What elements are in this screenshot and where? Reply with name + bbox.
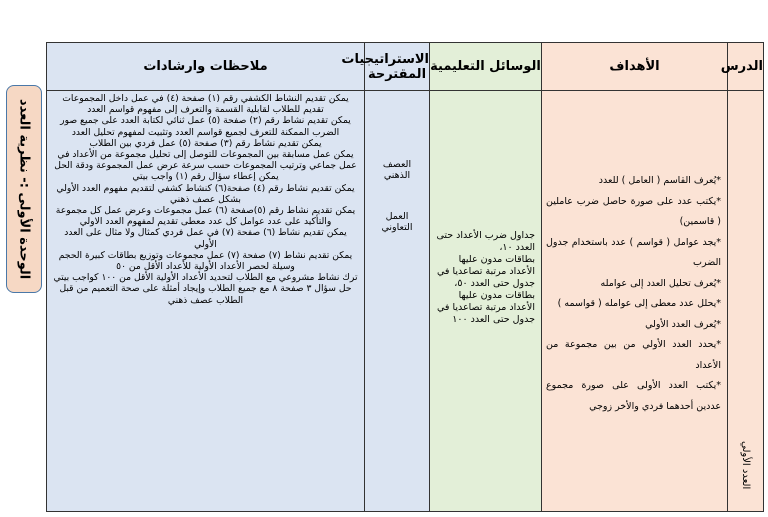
goal-item: *يحدد العدد الأولي من بين مجموعة من الأعداد: [546, 339, 721, 371]
note-item: يمكن تقديم نشاط رقم (٥)صفحة (٦) عمل مجموعات وعرض عمل كل مجموعة والتأكيد على عدد عوامل كل عدد معطى تقديم لمفهوم العدد الاولي: [55, 205, 356, 228]
header-lesson: الدرس: [728, 43, 764, 91]
lesson-name: العدد الأولي: [740, 440, 751, 489]
note-item: ترك نشاط مشروعي مع الطلاب لتحديد الأعداد الأولية الأقل من ١٠٠ كواجب بيتي: [53, 272, 358, 284]
header-goals: الأهداف: [542, 43, 728, 91]
lesson-cell: [728, 91, 764, 512]
goal-item: *يكتب عدد على صورة حاصل ضرب عاملين ( قاسمين): [546, 195, 721, 227]
note-item: يمكن تقديم النشاط الكشفي رقم (١) صفحة (٤) في عمل داخل المجموعات تقديم للطلاب لقابلية القسمة والتعرف إلى مفهوم قواسم العدد: [62, 93, 349, 116]
note-item: يمكن إعطاء سؤال رقم (١) واجب بيتي: [132, 171, 279, 183]
notes-cell: [47, 91, 365, 512]
goal-item: *يُعرف تحليل العدد إلى عوامله: [600, 277, 721, 289]
strategy-item: العصف الذهني: [382, 159, 412, 181]
media-item: جداول ضرب الأعداد حتى العدد ١٠،: [436, 230, 535, 253]
unit-title: الوحدة الأولى :- نظرية العدد: [16, 98, 32, 280]
note-item: حل سؤال ٣ صفحة ٨ مع جميع الطلاب وإيجاد أمثلة على صحة التعميم من قبل الطلاب عصف ذهني: [59, 283, 352, 306]
goal-item: *يجد عوامل ( قواسم ) عدد باستخدام جدول الضرب: [546, 236, 721, 268]
unit-title-tab: [6, 85, 42, 293]
lesson-plan-table: [46, 42, 764, 512]
note-item: يمكن تقديم نشاط رقم (٢) صفحة (٥) عمل ثنائي لكتابة العدد على جميع صور الضرب الممكنة للتعرف لجميع قواسم العدد وتثبيت لمفهوم تحليل العدد: [60, 115, 351, 138]
goal-item: *يُعرف العدد الأولي: [645, 318, 721, 330]
strategies-cell: [365, 91, 430, 512]
goal-item: *يُعرف القاسم ( العامل ) للعدد: [598, 175, 721, 186]
header-notes: ملاحظات وارشادات: [47, 43, 365, 91]
note-item: يمكن تقديم نشاط (٧) صفحة (٧) عمل مجموعات وتوزيع بطاقات كبيرة الحجم وسيلة لحصر الأعداد الأولية للأعداد الأقل من ٥٠: [58, 249, 353, 273]
goals-cell: [542, 91, 728, 512]
goal-item: *يحلل عدد معطى إلى عوامله ( قواسمه ): [557, 298, 721, 309]
note-item: يمكن تقديم نشاط (٦) صفحة (٧) في عمل فردي كمثال ولا مثال على العدد الأولي: [64, 227, 347, 250]
header-media: الوسائل التعليمية: [430, 43, 542, 91]
strategy-item: العمل التعاوني: [381, 211, 413, 233]
header-row: [47, 43, 764, 91]
media-item: بطاقات مدون عليها الأعداد مرتبة تصاعديا في جدول حتى العدد ١٠٠: [436, 290, 535, 325]
note-item: يمكن عمل مسابقة بين المجموعات للتوصل إلى تحليل مجموعة من الأعداد في عمل جماعي وترتيب المجموعات حسب سرعة عرض عمل المجموعة ودقة الحل: [54, 149, 357, 172]
header-strategies: الاستراتيجيات المقترحة: [365, 43, 430, 91]
media-cell: [430, 91, 542, 512]
note-item: يمكن تقديم نشاط رقم (٣) صفحة (٥) عمل فردي بين الطلاب: [89, 137, 322, 149]
lesson-row: [47, 91, 764, 512]
note-item: يمكن تقديم نشاط رقم (٤) صفحة(٦) كنشاط كشفي لتقديم مفهوم العدد الأولي بشكل عصف ذهني: [56, 182, 355, 205]
goal-item: *يكتب العدد الأولى على صورة مجموع عددين أحدهما فردي والأخر زوجي: [546, 380, 721, 412]
media-item: بطاقات مدون عليها الأعداد مرتبة تصاعديا في جدول حتى العدد ٥٠،: [436, 254, 535, 289]
